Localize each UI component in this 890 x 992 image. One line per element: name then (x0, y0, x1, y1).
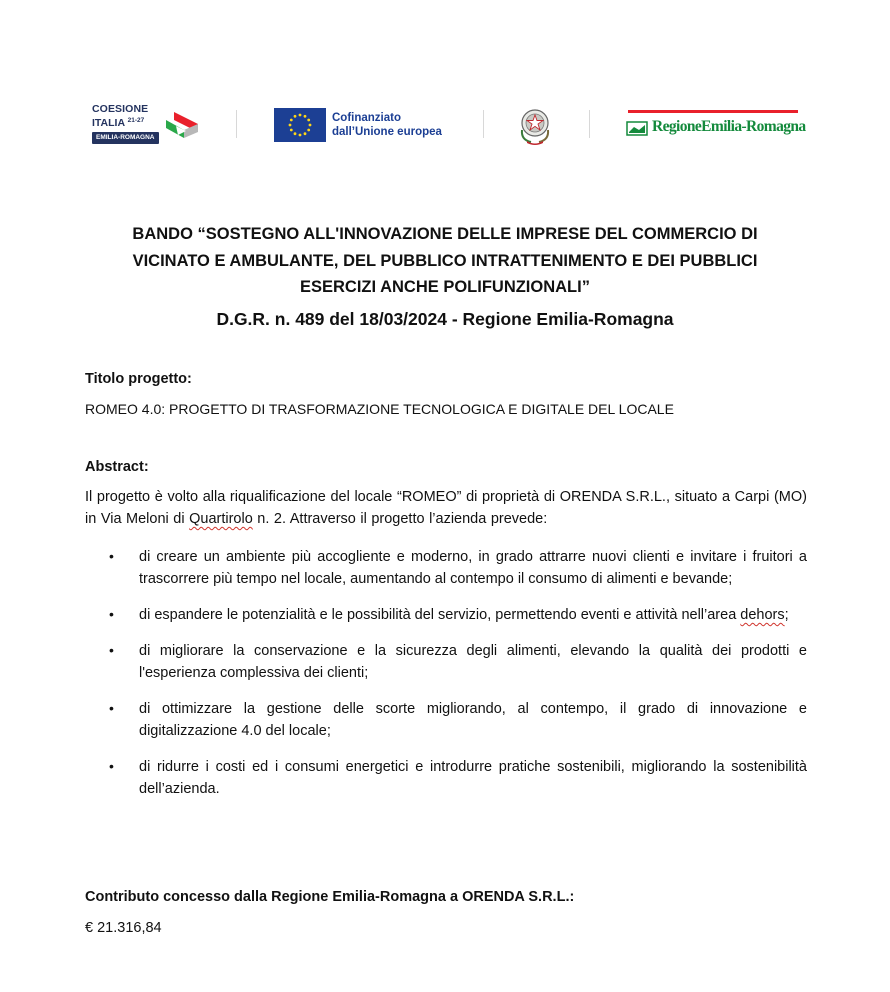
region-map-icon (626, 120, 648, 136)
list-item (85, 604, 807, 626)
regione-emilia-romagna-logo (626, 110, 806, 138)
abstract-label: Abstract: (85, 459, 149, 475)
dgr-reference: D.G.R. n. 489 del 18/03/2024 - Regione Emilia-Romagna (216, 308, 674, 329)
list-item-text: di creare un ambiente più accogliente e moderno, in grado attrarre nuovi clienti e invitare i fruitori a trascorrere più tempo nel locale, aumentando al contempo il consumo di alimenti e bevande; (139, 549, 807, 587)
logo-divider (236, 110, 237, 138)
coesione-arrows-icon (164, 110, 200, 144)
document-title (70, 221, 820, 332)
bullet-icon: • (109, 606, 114, 622)
bullet-icon: • (109, 758, 114, 774)
list-item (85, 640, 807, 684)
list-item-text: di ottimizzare la gestione delle scorte migliorando, al contempo, il grado di innovazione e digitalizzazione 4.0 del locale; (139, 701, 807, 739)
bullet-icon: • (109, 548, 114, 564)
bullet-icon: • (109, 700, 114, 716)
region-name: RegioneEmilia-Romagna (652, 118, 806, 135)
list-item-text: di ridurre i costi ed i consumi energetici e introdurre pratiche sostenibili, migliorando la sostenibilità dell’azienda. (139, 759, 807, 797)
list-item (85, 546, 807, 590)
coesione-italia-text: ITALIA (92, 117, 125, 129)
list-item (85, 698, 807, 742)
coesione-italia-logo (92, 104, 204, 148)
abstract-intro-tail: n. 2. Attraverso il progetto l’azienda prevede: (252, 511, 548, 527)
coesione-badge: EMILIA-ROMAGNA (92, 132, 159, 144)
title-line1: BANDO “SOSTEGNO ALL'INNOVAZIONE DELLE IMPRESE DEL COMMERCIO DI (132, 225, 758, 243)
eu-cofinanced-text (332, 111, 442, 139)
bullet-icon: • (109, 642, 114, 658)
eu-cofinanced-logo (274, 108, 454, 142)
coesione-years: 21-27 (127, 117, 145, 124)
abstract-intro (85, 486, 807, 530)
title-line2: VICINATO E AMBULANTE, DEL PUBBLICO INTRATTENIMENTO E DEI PUBBLICI (132, 251, 758, 270)
contribution-label: Contributo concesso dalla Regione Emilia-Romagna a ORENDA S.R.L.: (85, 889, 575, 905)
region-red-bar (628, 110, 798, 113)
abstract-bullet-list (85, 546, 807, 814)
italian-republic-emblem-icon (517, 106, 553, 146)
spellcheck-word: dehors (740, 607, 785, 623)
coesione-line2 (92, 115, 144, 129)
eu-flag-icon (274, 108, 326, 142)
project-title-label: Titolo progetto: (85, 371, 192, 387)
eu-line1: Cofinanziato (332, 112, 401, 124)
logo-divider (483, 110, 484, 138)
list-item-text: di espandere le potenzialità e le possibilità del servizio, permettendo eventi e attività nell’area (139, 607, 741, 623)
list-item-text: di migliorare la conservazione e la sicurezza degli alimenti, elevando la qualità dei prodotti e l'esperienza complessiva dei clienti; (139, 643, 807, 681)
coesione-line1: COESIONE (92, 103, 149, 115)
project-title-value: ROMEO 4.0: PROGETTO DI TRASFORMAZIONE TECNOLOGICA E DIGITALE DEL LOCALE (85, 401, 674, 417)
logo-divider (589, 110, 590, 138)
logo-header (0, 96, 890, 158)
title-line3: ESERCIZI ANCHE POLIFUNZIONALI” (300, 278, 590, 296)
list-item-tail: ; (784, 607, 789, 623)
contribution-value: € 21.316,84 (85, 920, 162, 936)
eu-line2: dall’Unione europea (332, 126, 442, 138)
list-item (85, 756, 807, 800)
spellcheck-word: Quartirolo (189, 511, 253, 527)
abstract-intro-text: Il progetto è volto alla riqualificazione del locale “ROMEO” di proprietà di ORENDA S.R.L., situato a Carpi (MO) in Via Meloni di (85, 489, 807, 527)
